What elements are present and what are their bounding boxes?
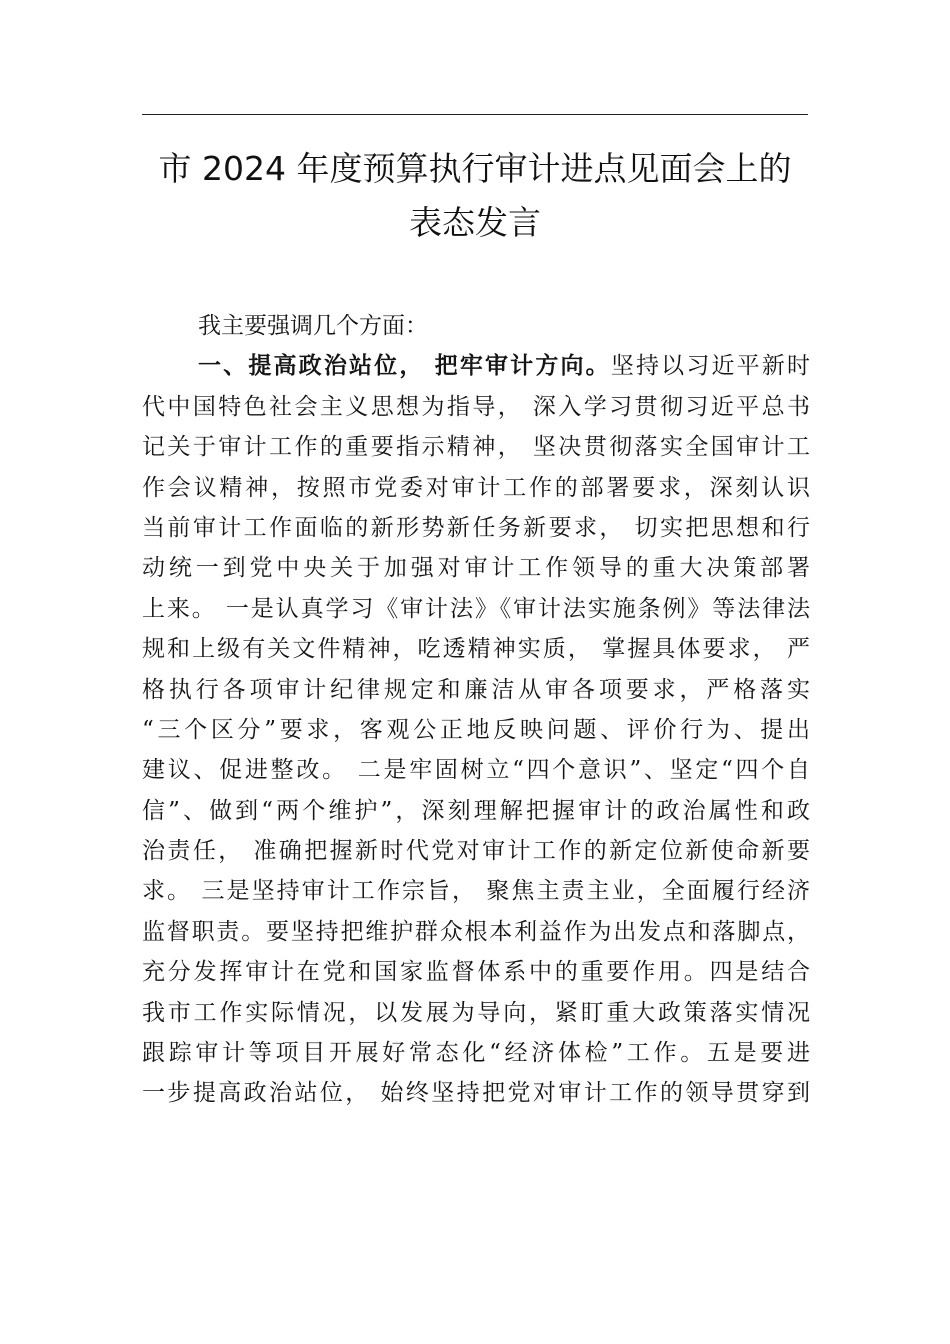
body-line: 充分发挥审计在党和国家监督体系中的重要作用。四是结合 — [142, 959, 810, 986]
body-line: 当前审计工作面临的新形势新任务新要求， 切实把思想和行 — [142, 514, 810, 541]
body-line: 治责任， 准确把握新时代党对审计工作的新定位新使命新要 — [142, 838, 810, 865]
body-line: 求。 三是坚持审计工作宗旨， 聚焦主责主业，全面履行经济 — [142, 878, 810, 905]
body-line: 作会议精神，按照市党委对审计工作的部署要求，深刻认识 — [142, 474, 810, 501]
body-line: 动统一到党中央关于加强对审计工作领导的重大决策部署 — [142, 555, 810, 582]
section-heading: 一、提高政治站位， 把牢审计方向。 — [198, 353, 611, 380]
body-line: 代中国特色社会主义思想为指导， 深入学习贯彻习近平总书 — [142, 393, 810, 420]
body-line: 一步提高政治站位， 始终坚持把党对审计工作的领导贯穿到 — [142, 1080, 810, 1107]
body-line: 记关于审计工作的重要指示精神， 坚决贯彻落实全国审计工 — [142, 434, 810, 461]
title-line-1: 市 2024 年度预算执行审计进点见面会上的 — [158, 149, 792, 188]
body-line: 我市工作实际情况，以发展为导向，紧盯重大政策落实情况 — [142, 999, 810, 1026]
document-body — [142, 306, 810, 1114]
body-line: 上来。 一是认真学习《审计法》《审计法实施条例》等法律法 — [142, 595, 810, 622]
section-first-line-text: 坚持以习近平新时 — [610, 353, 811, 380]
body-line: 跟踪审计等项目开展好常态化“经济体检”工作。五是要进 — [142, 1040, 810, 1067]
section-first-line — [142, 346, 810, 386]
body-line: 监督职责。要坚持把维护群众根本利益作为出发点和落脚点， — [142, 918, 810, 945]
body-line: 信”、做到“两个维护”，深刻理解把握审计的政治属性和政 — [142, 797, 810, 824]
body-line: 格执行各项审计纪律规定和廉洁从审各项要求，严格落实 — [142, 676, 810, 703]
header-rule — [142, 114, 808, 115]
body-line: 规和上级有关文件精神，吃透精神实质， 掌握具体要求， 严 — [142, 636, 810, 663]
intro-paragraph: 我主要强调几个方面： — [198, 313, 428, 339]
document-title — [142, 142, 808, 250]
body-line: 建议、促进整改。 二是牢固树立“四个意识”、坚定“四个自 — [142, 757, 810, 784]
title-line-2: 表态发言 — [409, 203, 541, 242]
body-line: “三个区分”要求，客观公正地反映问题、评价行为、提出 — [142, 716, 810, 743]
